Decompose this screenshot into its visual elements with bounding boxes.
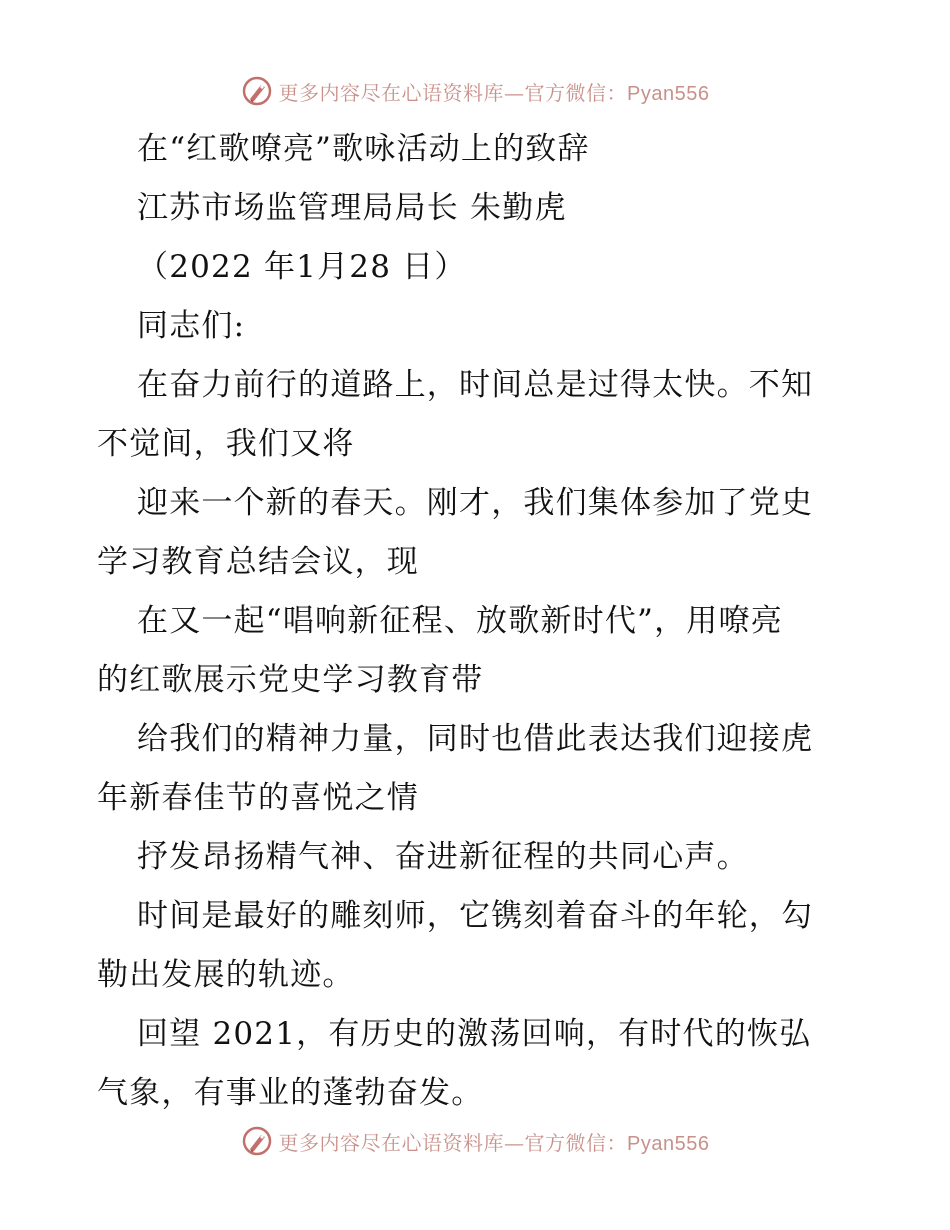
paragraph-line: 抒发昂扬精气神、奋进新征程的共同心声。 (137, 839, 749, 875)
banner-text (279, 77, 710, 106)
header-banner (0, 71, 950, 111)
banner-wechat-id: Pyan556 (627, 82, 710, 105)
paragraph-line: 不觉间，我们又将 (97, 426, 355, 462)
paragraph-line: 气象，有事业的蓬勃奋发。 (97, 1075, 484, 1111)
banner-text (279, 1127, 710, 1156)
paragraph-line: 年新春佳节的喜悦之情 (97, 780, 419, 816)
pen-nib-logo-icon (241, 75, 273, 107)
paragraph-line: 的红歌展示党史学习教育带 (97, 662, 484, 698)
document-title: 在“红歌嘹亮”歌咏活动上的致辞 (137, 131, 590, 167)
pen-nib-logo-icon (241, 1125, 273, 1157)
paragraph-line: 回望 2021，有历史的激荡回响，有时代的恢弘 (137, 1016, 812, 1052)
footer-banner (0, 1121, 950, 1161)
paragraph-line: 时间是最好的雕刻师，它镌刻着奋斗的年轮，勾 (137, 898, 814, 934)
paragraph-line: 给我们的精神力量，同时也借此表达我们迎接虎 (137, 721, 814, 757)
banner-label: 更多内容尽在心语资料库—官方微信： (278, 1130, 628, 1155)
document-speaker: 江苏市场监管理局局长 朱勤虎 (137, 190, 567, 226)
document-body (97, 120, 857, 1123)
document-date: （2022 年1月28 日） (137, 249, 467, 285)
banner-label: 更多内容尽在心语资料库—官方微信： (278, 80, 628, 105)
paragraph-line: 勒出发展的轨迹。 (97, 957, 355, 993)
paragraph-line: 迎来一个新的春天。刚才，我们集体参加了党史 (137, 485, 814, 521)
paragraph-line: 学习教育总结会议，现 (97, 544, 419, 580)
paragraph-line: 在又一起“唱响新征程、放歌新时代”，用嘹亮 (137, 603, 783, 639)
banner-wechat-id: Pyan556 (627, 1132, 710, 1155)
paragraph-line: 在奋力前行的道路上，时间总是过得太快。不知 (137, 367, 814, 403)
document-salutation: 同志们: (137, 308, 246, 344)
